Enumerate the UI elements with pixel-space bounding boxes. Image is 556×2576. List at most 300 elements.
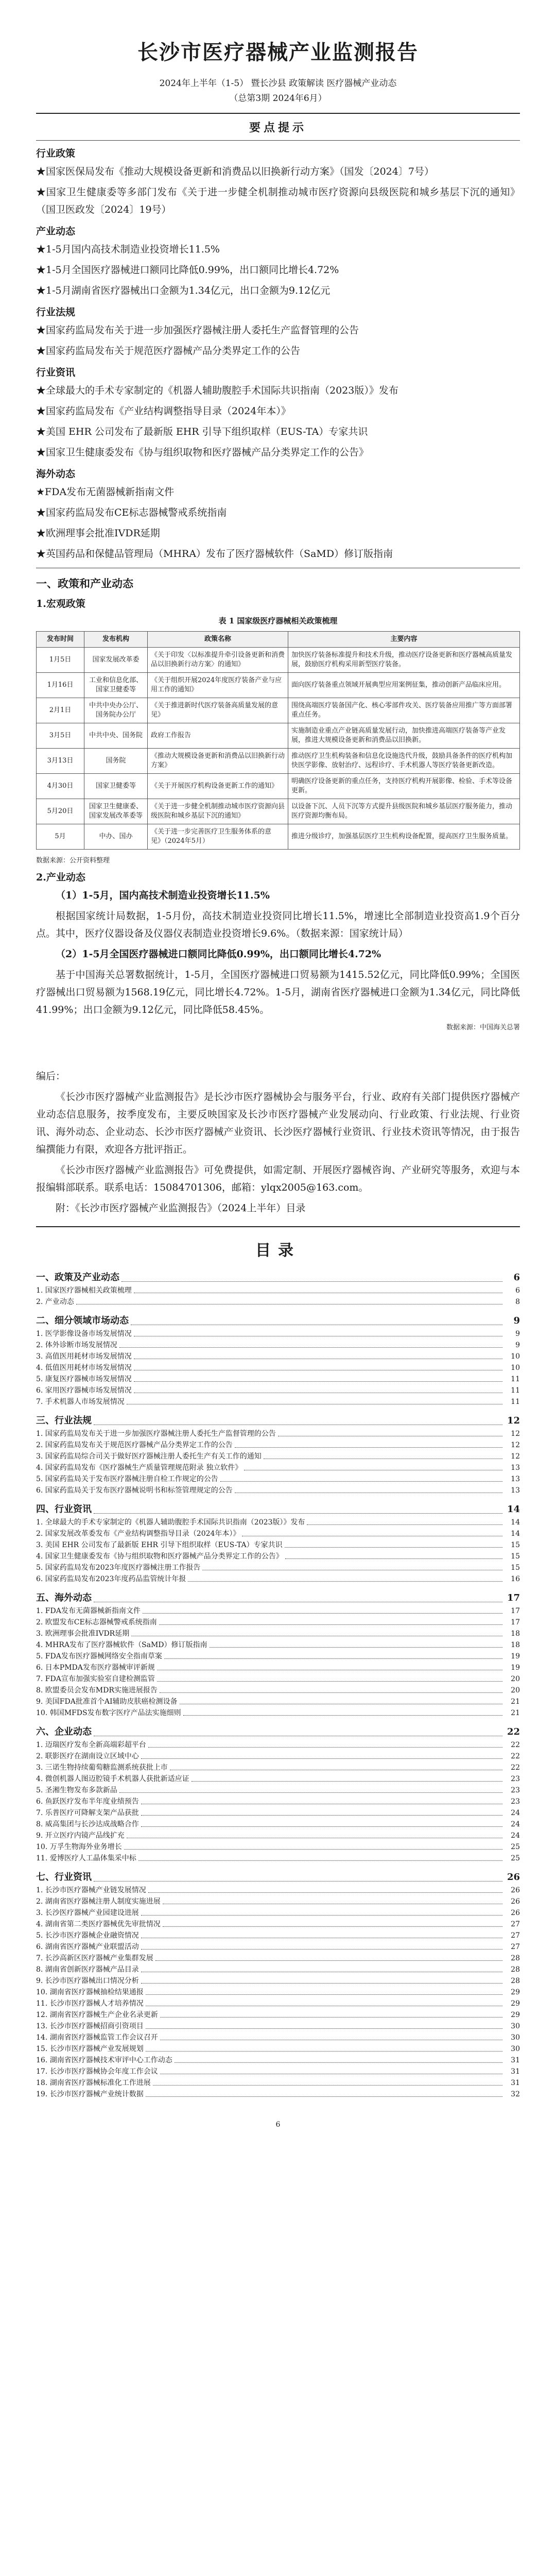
toc-entry-title: 14. 湖南省医疗器械监管工作会议召开 — [36, 2033, 158, 2042]
toc-entry-page: 27 — [511, 1931, 520, 1940]
summary-item: ★1-5月全国医疗器械进口额同比降低0.99%，出口额同比增长4.72% — [36, 264, 339, 276]
toc-entry-title: 6. 湖南省医疗器械产业联盟活动 — [36, 1943, 139, 1951]
toc-entry-page: 12 — [511, 1452, 520, 1461]
toc-entry-page: 20 — [511, 1686, 520, 1694]
title-rule — [36, 113, 520, 114]
table-cell: 国务院 — [84, 749, 148, 774]
toc-entry-title: 1. 迈瑞医疗发布全新高端彩超平台 — [36, 1741, 146, 1749]
toc-leader-dots — [141, 1983, 502, 1984]
section-two-sub: 2.产业动态 — [36, 872, 85, 883]
toc-entry[interactable] — [36, 2055, 520, 2066]
table-cell: 3月13日 — [37, 749, 84, 774]
toc-entry-title: 2. 欧盟发布CE标志器械警戒系统指南 — [36, 1618, 157, 1626]
toc-entry[interactable] — [36, 1628, 520, 1639]
toc-entry-page: 10 — [511, 1364, 520, 1372]
column-header: 政策名称 — [148, 632, 288, 648]
toc-entry-title: 3. 高值医用耗材市场发展情况 — [36, 1352, 132, 1361]
summary-item: ★FDA发布无菌器械新指南文件 — [36, 486, 175, 498]
toc-entry[interactable] — [36, 1351, 520, 1362]
toc-entry[interactable] — [36, 1285, 520, 1296]
summary-item: ★欧洲理事会批准IVDR延期 — [36, 528, 160, 539]
table-cell: 围绕高端医疗装备国产化、核心零部件攻关、医疗装备应用推广等方面部署重点任务。 — [288, 698, 520, 723]
editor-note-head: 编后： — [36, 1071, 66, 1082]
toc-entry-title: 六、企业动态 — [36, 1726, 92, 1737]
toc-entry-title: 19. 长沙市医疗器械产业统计数据 — [36, 2090, 144, 2098]
table-cell: 推动医疗卫生机构装备和信息化设施迭代升级，鼓励具备条件的医疗机构加快医学影像、放射治疗、远程诊疗、手术机器人等医疗装备更新改造。 — [288, 749, 520, 774]
toc-entry-page: 16 — [511, 1575, 520, 1583]
toc-entry-title: 5. 国家药监局发布2023年度医疗器械注册工作报告 — [36, 1564, 201, 1572]
toc-entry[interactable] — [36, 1975, 520, 1987]
summary-item: ★美国 EHR 公司发布了最新版 EHR 引导下组织取样（EUS-TA）专家共识 — [36, 426, 368, 437]
summary-item: ★国家药监局发布关于进一步加强医疗器械注册人委托生产监督管理的公告 — [36, 325, 359, 336]
toc-entry-page: 14 — [511, 1518, 520, 1527]
toc-entry[interactable] — [36, 1796, 520, 1807]
toc-entry[interactable] — [36, 1573, 520, 1585]
toc-entry-title: 1. 国家医疗器械相关政策梳理 — [36, 1286, 132, 1295]
toc-entry-page: 11 — [511, 1375, 520, 1383]
toc-entry-title: 2. 国家发展改革委发布《产业结构调整指导目录（2024年本）》 — [36, 1530, 240, 1538]
industry-p1: 根据国家统计局数据，1-5月份，高技术制造业投资同比增长11.5%，增速比全部制造业投资高1.9个百分点。其中，医疗仪器设备及仪器仪表制造业投资增长9.6%。（数据来源：国家统计局） — [36, 910, 520, 939]
toc-entry-title: 二、细分领域市场动态 — [36, 1315, 129, 1326]
toc-entry[interactable] — [36, 2089, 520, 2100]
toc-leader-dots — [220, 1481, 502, 1482]
toc-entry[interactable] — [36, 1930, 520, 1941]
toc-leader-dots — [138, 1860, 502, 1861]
toc-entry[interactable] — [36, 1591, 520, 1605]
toc-entry-title: 15. 长沙市医疗器械产业发展规划 — [36, 2045, 144, 2053]
toc-entry[interactable] — [36, 1885, 520, 1896]
summary-item: ★国家药监局发布CE标志器械警戒系统指南 — [36, 507, 227, 518]
toc-entry-title: 6. 日本PMDA发布医疗器械审评新规 — [36, 1664, 155, 1672]
toc-entry-title: 2. 体外诊断市场发展情况 — [36, 1341, 117, 1349]
toc-leader-dots — [160, 2017, 502, 2018]
toc-entry-title: 4. 低值医用耗材市场发展情况 — [36, 1364, 132, 1372]
toc-entry[interactable] — [36, 1998, 520, 2009]
summary-item: ★国家卫生健康委发布《协与组织取物和医疗器械产品分类界定工作的公告》 — [36, 447, 369, 458]
toc-entry-title: 10. 万孚生物海外业务增长 — [36, 1843, 122, 1851]
toc-entry-title: 6. 国家药监局发布2023年度药品监管统计年报 — [36, 1575, 186, 1583]
toc-leader-dots — [121, 1281, 502, 1282]
toc-entry-title: 9. 美国FDA批准首个AI辅助皮肤癌检测设备 — [36, 1698, 178, 1706]
toc-entry-page: 25 — [511, 1854, 520, 1862]
toc-entry-title: 16. 湖南省医疗器械技术审评中心工作动态 — [36, 2056, 172, 2064]
toc-leader-dots — [163, 1926, 502, 1927]
toc-entry-title: 3. 国家药监局综合司关于做好医疗器械注册人委托生产有关工作的通知 — [36, 1452, 262, 1461]
toc-leader-dots — [175, 2062, 502, 2063]
toc-entry[interactable] — [36, 1439, 520, 1451]
toc-entry-title: 9. 长沙市医疗器械出口情况分析 — [36, 1977, 139, 1985]
toc-entry-title: 8. 欧盟委员会发布MDR实施进展报告 — [36, 1686, 158, 1694]
summary-item: ★国家药监局发布关于规范医疗器械产品分类界定工作的公告 — [36, 345, 301, 357]
toc-entry[interactable] — [36, 2021, 520, 2032]
toc-entry-page: 21 — [511, 1709, 520, 1717]
column-header: 发布时间 — [37, 632, 84, 648]
table-cell: 1月16日 — [37, 673, 84, 698]
toc-entry-page: 22 — [507, 1726, 520, 1737]
toc-entry-page: 26 — [511, 1897, 520, 1906]
toc-entry-title: 2. 产业动态 — [36, 1298, 74, 1306]
editor-note-p3: 附：《长沙市医疗器械产业监测报告》（2024上半年）目录 — [56, 1202, 306, 1214]
toc-entry[interactable] — [36, 1953, 520, 1964]
toc-entry-page: 20 — [511, 1675, 520, 1683]
toc-entry[interactable] — [36, 2043, 520, 2055]
toc-entry-page: 13 — [511, 1464, 520, 1472]
toc-entry-title: 1. 全球最大的手术专家制定的《机器人辅助腹腔手术国际共识指南（2023版）》发布 — [36, 1518, 305, 1527]
table-cell: 工业和信息化部、国家卫健委等 — [84, 673, 148, 698]
toc-entry-page: 12 — [507, 1415, 520, 1426]
toc-entry-page: 26 — [511, 1886, 520, 1894]
toc-entry[interactable] — [36, 1462, 520, 1473]
toc-entry[interactable] — [36, 1528, 520, 1539]
toc-entry-title: 3. 欧洲理事会批准IVDR延期 — [36, 1630, 130, 1638]
summary-item: ★1-5月湖南省医疗器械出口金额为1.34亿元，出口金额为9.12亿元 — [36, 285, 331, 296]
toc-entry-title: 11. 爱博医疗人工晶体集采中标 — [36, 1854, 136, 1862]
toc-entry-page: 17 — [511, 1618, 520, 1626]
editor-note-p2: 《长沙市医疗器械产业监测报告》可免费提供，如需定制、开展医疗器械咨询、产业研究等服务，欢迎与本报编辑部联系。联系电话：15084701306，邮箱：ylqx2005@163.com。 — [36, 1164, 520, 1193]
toc-leader-dots — [141, 1915, 502, 1916]
toc-leader-dots — [148, 1747, 502, 1748]
toc-entry-title: 1. 医学影像设备市场发展情况 — [36, 1330, 132, 1338]
toc-entry[interactable] — [36, 1605, 520, 1617]
summary-block-head: 行业法规 — [36, 307, 76, 318]
industry-p1-head: （1）1-5月，国内高技术制造业投资增长11.5% — [56, 890, 270, 901]
table-cell: 推进分级诊疗，加强基层医疗卫生机构设备配置，提高医疗卫生服务质量。 — [288, 824, 520, 850]
toc-entry-title: 10. 韩国MFDS发布数字医疗产品法实施细则 — [36, 1709, 181, 1717]
toc-entry[interactable] — [36, 1539, 520, 1551]
toc-entry[interactable] — [36, 1819, 520, 1830]
toc-leader-dots — [141, 1758, 502, 1759]
toc-entry[interactable] — [36, 1919, 520, 1930]
toc-entry-page: 17 — [507, 1592, 520, 1603]
toc-entry-title: 3. 长沙医疗器械产业园建设进展 — [36, 1909, 139, 1917]
table-cell: 中办、国办 — [84, 824, 148, 850]
toc-entry-title: 五、海外动态 — [36, 1592, 92, 1603]
toc-entry[interactable] — [36, 1662, 520, 1673]
toc-entry-title: 18. 湖南省医疗器械标准化工作进展 — [36, 2079, 151, 2087]
toc-entry-page: 29 — [511, 1999, 520, 2008]
toc-leader-dots — [183, 1715, 502, 1716]
toc-entry[interactable] — [36, 1651, 520, 1662]
toc-entry-page: 15 — [511, 1541, 520, 1549]
toc-entry-page: 15 — [511, 1564, 520, 1572]
toc-entry-title: 七、行业资讯 — [36, 1872, 92, 1883]
toc-leader-dots — [146, 2028, 502, 2029]
toc-entry-title: 一、政策及产业动态 — [36, 1272, 119, 1283]
toc-entry[interactable] — [36, 1696, 520, 1707]
toc-entry-page: 30 — [511, 2033, 520, 2042]
toc-entry[interactable] — [36, 2077, 520, 2089]
toc-entry[interactable] — [36, 1725, 520, 1739]
summary-item: ★国家医保局发布《推动大规模设备更新和消费品以旧换新行动方案》（国发〔2024〕7号） — [36, 166, 434, 177]
table-cell: 5月20日 — [37, 799, 84, 824]
summary-item: ★英国药品和保健品管理局（MHRA）发布了医疗器械软件（SaMD）修订版指南 — [36, 548, 393, 560]
summary-block-head: 海外动态 — [36, 468, 76, 480]
toc-leader-dots — [157, 1681, 502, 1682]
toc-leader-dots — [94, 1881, 502, 1882]
toc-entry-page: 26 — [511, 1909, 520, 1917]
toc-entry-title: 3. 美国 EHR 公司发布了最新版 EHR 引导下组织取样（EUS-TA）专家共识 — [36, 1541, 283, 1549]
toc-leader-dots — [192, 1781, 502, 1782]
toc-entry-page: 23 — [511, 1786, 520, 1794]
table-cell: 《关于组织开展2024年度医疗装备产业与应用工作的通知》 — [148, 673, 288, 698]
toc-entry[interactable] — [36, 1270, 520, 1285]
toc-entry-page: 6 — [515, 1286, 520, 1295]
toc-entry-title: 2. 联影医疗在湖南设立区域中心 — [36, 1752, 139, 1760]
toc-entry[interactable] — [36, 1340, 520, 1351]
toc-entry-page: 14 — [507, 1504, 520, 1515]
toc-entry[interactable] — [36, 1374, 520, 1385]
report-issue: （总第3期 2024年6月） — [229, 93, 327, 104]
summary-block-head: 产业动态 — [36, 226, 76, 237]
toc-entry-title: 5. 长沙市医疗器械企业融资情况 — [36, 1931, 139, 1940]
toc-entry[interactable] — [36, 1707, 520, 1719]
toc-leader-dots — [119, 1347, 502, 1348]
toc-entry-page: 18 — [511, 1630, 520, 1638]
section-one-sub: 1.宏观政策 — [36, 598, 85, 609]
policy-table-header — [37, 632, 520, 648]
table-cell: 实施制造业重点产业链高质量发展行动，加快推进高端医疗装备等产业发展，推进大规模设备更新和消费品以旧换新。 — [288, 723, 520, 749]
toc-entry[interactable] — [36, 1414, 520, 1428]
toc-entry[interactable] — [36, 1362, 520, 1374]
toc-entry-title: 四、行业资讯 — [36, 1504, 92, 1515]
toc-entry[interactable] — [36, 1896, 520, 1907]
toc-leader-dots — [141, 1815, 502, 1816]
toc-entry[interactable] — [36, 1617, 520, 1628]
toc-leader-dots — [141, 1949, 502, 1950]
toc-entry-page: 28 — [511, 1965, 520, 1974]
table-cell: 《推动大规模设备更新和消费品以旧换新行动方案》 — [148, 749, 288, 774]
toc-entry[interactable] — [36, 1907, 520, 1919]
toc-entry[interactable] — [36, 1941, 520, 1953]
toc-entry-page: 30 — [511, 2022, 520, 2030]
toc-leader-dots — [235, 1447, 502, 1448]
table-row — [37, 648, 520, 673]
toc-entry[interactable] — [36, 1551, 520, 1562]
toc-entry-page: 8 — [515, 1298, 520, 1306]
table-cell: 中共中央办公厅、国务院办公厅 — [84, 698, 148, 723]
toc-entry-page: 31 — [511, 2056, 520, 2064]
toc-entry-title: 6. 家用医疗器械市场发展情况 — [36, 1386, 132, 1395]
toc-entry[interactable] — [36, 1562, 520, 1573]
toc-entry-title: 10. 湖南省医疗器械抽检结果通报 — [36, 1988, 144, 1996]
table-cell: 国家卫生健康委、国家发展改革委等 — [84, 799, 148, 824]
policy-table — [36, 631, 520, 850]
toc-entry-title: 1. 长沙市医疗器械产业链发展情况 — [36, 1886, 146, 1894]
toc-entry-page: 12 — [511, 1441, 520, 1449]
toc-entry-title: 2. 湖南省医疗器械注册人制度实施进展 — [36, 1897, 161, 1906]
page-number: 6 — [275, 2121, 281, 2129]
toc-entry-title: 1. FDA发布无菌器械新指南文件 — [36, 1607, 141, 1615]
toc-entry[interactable] — [36, 1673, 520, 1685]
toc-entry-page: 22 — [511, 1741, 520, 1749]
table-row — [37, 673, 520, 698]
toc-entry[interactable] — [36, 1385, 520, 1396]
toc-entry[interactable] — [36, 1451, 520, 1462]
toc-entry[interactable] — [36, 2032, 520, 2043]
table-cell: 《关于进一步健全机制推动城市医疗资源向县级医院和城乡基层下沉的通知》 — [148, 799, 288, 824]
toc-entry-title: 8. 威高集团与长沙达成战略合作 — [36, 1820, 139, 1828]
toc-entry[interactable] — [36, 1485, 520, 1496]
toc-entry-page: 22 — [511, 1752, 520, 1760]
toc-entry-title: 17. 长沙市医疗器械协会年度工作会议 — [36, 2067, 158, 2076]
toc-entry-title: 4. MHRA发布了医疗器械软件（SaMD）修订版指南 — [36, 1641, 207, 1649]
toc-entry[interactable] — [36, 1685, 520, 1696]
toc-entry-page: 28 — [511, 1977, 520, 1985]
toc-entry-page: 29 — [511, 1988, 520, 1996]
report-subtitle: 2024年上半年（1-5） 暨长沙县 政策解读 医疗器械产业动态 — [159, 78, 397, 89]
toc-entry-title: 7. FDA宣布加强实验室自建检测监管 — [36, 1675, 155, 1683]
toc-entry-page: 31 — [511, 2079, 520, 2087]
toc-leader-dots — [188, 1581, 502, 1582]
toc-entry[interactable] — [36, 1314, 520, 1328]
toc-entry[interactable] — [36, 1762, 520, 1773]
toc-leader-dots — [160, 1692, 502, 1693]
spacer — [36, 1037, 520, 1067]
toc-entry-title: 11. 长沙市医疗器械人才培养情况 — [36, 1999, 144, 2008]
table-cell: 中共中央、国务院 — [84, 723, 148, 749]
toc-entry-page: 17 — [511, 1607, 520, 1615]
toc-entry-page: 30 — [511, 2045, 520, 2053]
toc-entry-page: 21 — [511, 1698, 520, 1706]
toc-leader-dots — [146, 1994, 502, 1995]
toc-leader-dots — [307, 1524, 502, 1525]
toc-entry-title: 5. 圣湘生物发布多款新品 — [36, 1786, 117, 1794]
toc-entry-page: 25 — [511, 1843, 520, 1851]
table-cell: 1月5日 — [37, 648, 84, 673]
toc-leader-dots — [159, 1624, 502, 1625]
toc-leader-dots — [155, 1960, 502, 1961]
toc-entry[interactable] — [36, 1328, 520, 1340]
column-header: 发布机构 — [84, 632, 148, 648]
toc-leader-dots — [141, 1826, 502, 1827]
toc-entry-title: 5. 康复医疗器械市场发展情况 — [36, 1375, 132, 1383]
report-title: 长沙市医疗器械产业监测报告 — [137, 40, 419, 64]
toc-entry-title: 6. 鱼跃医疗发布半年度业绩预告 — [36, 1798, 139, 1806]
table-row — [37, 774, 520, 799]
editor-note-p1: 《长沙市医疗器械产业监测报告》是长沙市医疗器械协会与服务平台，行业、政府有关部门提供医疗器械产业动态信息服务，按季度发布，主要反映国家及长沙市医疗器械产业发展动向、行业政策、行业法规、行业资讯、海外动态、企业动态、长沙市医疗器械产业资讯、长沙医疗器械行业资讯、行业技术资讯等情况，由于报告编撰能力有限，欢迎各方批评指正。 — [36, 1091, 520, 1155]
toc-entry[interactable] — [36, 1773, 520, 1785]
toc-leader-dots — [143, 1613, 502, 1614]
toc-entry-page: 9 — [513, 1315, 520, 1326]
toc-entry-page: 6 — [513, 1272, 520, 1283]
table-row — [37, 799, 520, 824]
industry-p2-head: （2）1-5月全国医疗器械进口额同比降低0.99%，出口额同比增长4.72% — [56, 948, 381, 960]
toc-entry[interactable] — [36, 1473, 520, 1485]
toc-entry-title: 7. 手术机器人市场发展情况 — [36, 1398, 125, 1406]
table-cell: 3月5日 — [37, 723, 84, 749]
table-cell: 国家发展改革委 — [84, 648, 148, 673]
toc-entry-title: 4. 微创机器人图迈腔镜手术机器人获批新适应证 — [36, 1775, 189, 1783]
table-caption: 表 1 国家级医疗器械相关政策梳理 — [218, 616, 338, 625]
column-header: 主要内容 — [288, 632, 520, 648]
toc-entry[interactable] — [36, 1807, 520, 1819]
toc-entry-title: 2. 国家药监局发布关于规范医疗器械产品分类界定工作的公告 — [36, 1441, 233, 1449]
toc-entry-title: 9. 开立医疗内镜产品线扩充 — [36, 1832, 125, 1840]
toc-entry[interactable] — [36, 1841, 520, 1853]
toc-entry-page: 31 — [511, 2067, 520, 2076]
toc-leader-dots — [153, 2085, 502, 2086]
summary-item: ★1-5月国内高技术制造业投资增长11.5% — [36, 244, 220, 255]
toc-entry-title: 5. 国家药监局关于发布医疗器械注册自检工作规定的公告 — [36, 1475, 218, 1483]
toc-leader-dots — [164, 1658, 502, 1659]
table-row — [37, 749, 520, 774]
toc-entry[interactable] — [36, 1964, 520, 1975]
table-cell: 《关于推进新时代医疗装备高质量发展的意见》 — [148, 698, 288, 723]
toc-leader-dots — [285, 1547, 502, 1548]
toc-entry[interactable] — [36, 1987, 520, 1998]
toc-entry-page: 32 — [511, 2090, 520, 2098]
toc-entry-page: 13 — [511, 1486, 520, 1495]
toc-leader-dots — [134, 1381, 502, 1382]
toc-entry-page: 28 — [511, 1954, 520, 1962]
toc-entry[interactable] — [36, 2066, 520, 2077]
toc-entry-title: 4. 湖南省第二类医疗器械优先审批情况 — [36, 1920, 161, 1928]
toc-leader-dots — [210, 1647, 503, 1648]
toc-entry-page: 22 — [511, 1764, 520, 1772]
toc-leader-dots — [94, 1513, 502, 1514]
toc-entry-page: 26 — [507, 1872, 520, 1883]
toc-leader-dots — [148, 1892, 502, 1893]
toc-entry[interactable] — [36, 1785, 520, 1796]
toc-leader-dots — [146, 2096, 502, 2097]
toc-entry[interactable] — [36, 1517, 520, 1528]
table-row — [37, 698, 520, 723]
summary-section — [36, 146, 520, 563]
toc-entry-page: 19 — [511, 1652, 520, 1660]
toc-entry[interactable] — [36, 1853, 520, 1864]
table-cell: 以设备下沉、人员下沉等方式提升县级医院和城乡基层医疗服务能力，推动医疗资源均衡布局。 — [288, 799, 520, 824]
table-cell: 面向医疗装备重点领域开展典型应用案例征集，推动创新产品临床应用。 — [288, 673, 520, 698]
toc-entry[interactable] — [36, 1870, 520, 1885]
toc-entry-page: 24 — [511, 1820, 520, 1828]
table-cell: 政府工作报告 — [148, 723, 288, 749]
table-cell: 《关于进一步完善医疗卫生服务体系的意见》（2024年5月） — [148, 824, 288, 850]
toc-rule — [36, 1226, 520, 1227]
table-cell: 明确医疗设备更新的重点任务，支持医疗机构开展影像、检验、手术等设备更新。 — [288, 774, 520, 799]
toc-entry[interactable] — [36, 1396, 520, 1408]
toc-entry-page: 24 — [511, 1809, 520, 1817]
toc-entry[interactable] — [36, 1428, 520, 1439]
toc-entry[interactable] — [36, 1639, 520, 1651]
toc-entry-page: 24 — [511, 1832, 520, 1840]
industry-p2: 基于中国海关总署数据统计，1-5月，全国医疗器械进口贸易额为1415.52亿元，同比降低0.99%；全国医疗器械出口贸易额为1568.19亿元，同比增长4.72%。1-5月，湖南省医疗器械进口金额为1.34亿元，同比降低41.99%；出口金额为9.12亿元，同比降低58.45%。 — [36, 969, 520, 1015]
toc-entry-title: 13. 长沙市医疗器械招商引资项目 — [36, 2022, 144, 2030]
toc-entry-title: 三、行业法规 — [36, 1415, 92, 1426]
summary-heading: 要点提示 — [249, 121, 307, 134]
summary-item: ★全球最大的手术专家制定的《机器人辅助腹腔手术国际共识指南（2023版）》发布 — [36, 385, 398, 396]
toc-entry[interactable] — [36, 2009, 520, 2021]
toc-entry[interactable] — [36, 1502, 520, 1517]
industry-source: 数据来源：中国海关总署 — [446, 1024, 520, 1031]
table-of-contents — [36, 1270, 520, 2100]
toc-entry[interactable] — [36, 1739, 520, 1751]
toc-leader-dots — [119, 1792, 502, 1793]
toc-entry-page: 29 — [511, 2011, 520, 2019]
toc-entry[interactable] — [36, 1751, 520, 1762]
toc-leader-dots — [285, 1558, 502, 1559]
toc-entry-title: 12. 湖南省医疗器械生产企业名录更新 — [36, 2011, 158, 2019]
toc-entry-page: 19 — [511, 1664, 520, 1672]
toc-entry[interactable] — [36, 1830, 520, 1841]
toc-entry[interactable] — [36, 1296, 520, 1308]
toc-entry-page: 13 — [511, 1475, 520, 1483]
toc-entry-title: 4. 国家药监局发布《医疗器械生产质量管理规范附录 独立软件》 — [36, 1464, 242, 1472]
table-source: 数据来源：公开资料整理 — [36, 857, 110, 865]
policy-table-body — [37, 648, 520, 850]
summary-block-head: 行业资讯 — [36, 367, 76, 378]
table-cell: 《关于开展医疗机构设备更新工作的通知》 — [148, 774, 288, 799]
summary-item: ★国家药监局发布《产业结构调整指导目录（2024年本）》 — [36, 405, 291, 417]
